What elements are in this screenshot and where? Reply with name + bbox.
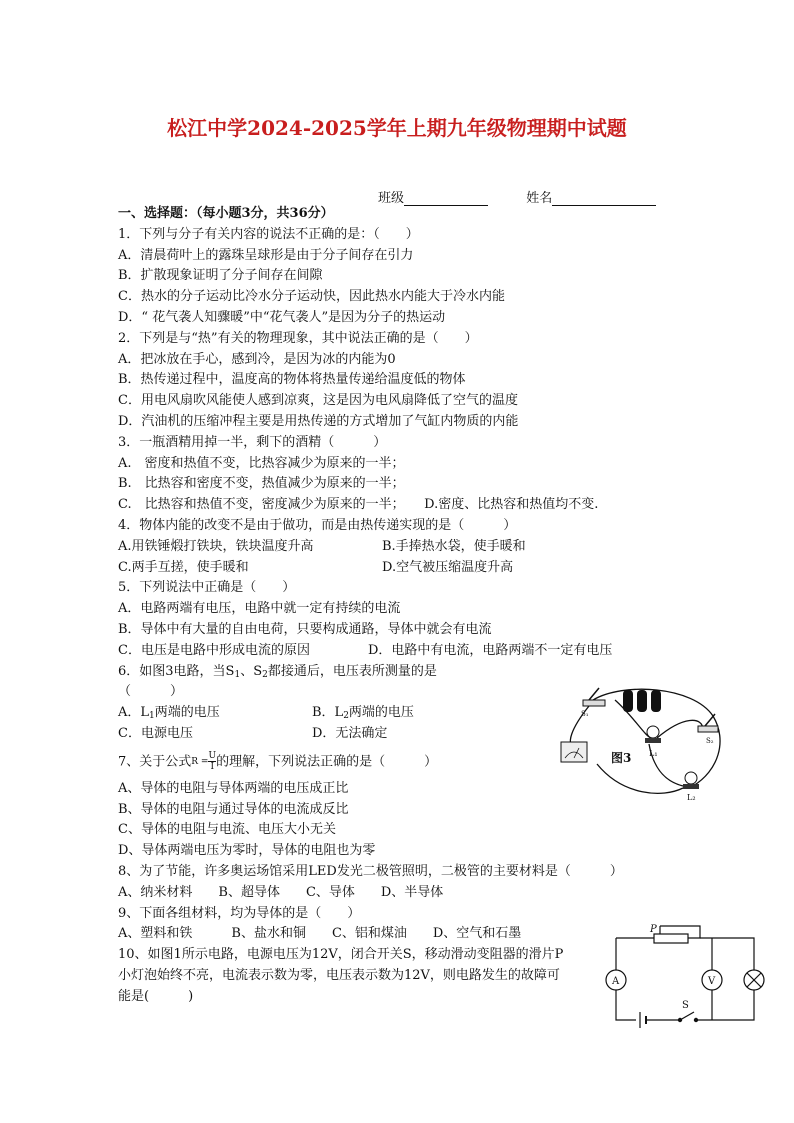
q2-option-a: A．把冰放在手心，感到冷，是因为冰的内能为0 bbox=[118, 351, 396, 367]
voltmeter-icon bbox=[561, 742, 587, 762]
svg-text:P: P bbox=[650, 924, 657, 935]
q3-stem: 3．一瓶酒精用掉一半，剩下的酒精（ ） bbox=[118, 434, 387, 450]
q3-option-b: B. 比热容和密度不变，热值减少为原来的一半； bbox=[118, 476, 405, 492]
figure-3-label: 图3 bbox=[611, 751, 632, 765]
q7-option-d: D、导体两端电压为零时，导体的电阻也为零 bbox=[118, 843, 376, 859]
q4-option-c: C.两手互搓，使手暖和 bbox=[118, 559, 249, 575]
q2-stem: 2．下列是与“热”有关的物理现象，其中说法正确的是（ ） bbox=[118, 330, 478, 346]
switch-s1-icon bbox=[581, 688, 605, 718]
lamp-l2-icon bbox=[683, 772, 699, 802]
q10-line1: 10、如图1所示电路，电源电压为12V，闭合开关S，移动滑动变阻器的滑片P bbox=[118, 947, 564, 963]
formula-lhs: R = bbox=[191, 756, 209, 767]
lamp-l1-icon bbox=[645, 726, 661, 758]
svg-text:S₁: S₁ bbox=[581, 710, 589, 718]
battery-icon bbox=[623, 690, 661, 712]
q7-stem: 7、关于公式R = $\frac{U}{I}$的理解，下列说法正确的是（ ） bbox=[118, 751, 438, 773]
section-heading: 一、选择题：（每小题3分，共36分） bbox=[118, 206, 334, 221]
q6-paren: （ ） bbox=[118, 684, 184, 700]
lamp-symbol-icon bbox=[744, 970, 764, 990]
q10-line3: 能是( ) bbox=[118, 988, 194, 1004]
q7-option-b: B、导体的电阻与通过导体的电流成反比 bbox=[118, 801, 349, 817]
q7-option-a: A、导体的电阻与导体两端的电压成正比 bbox=[118, 780, 349, 796]
q1-stem: 1．下列与分子有关内容的说法不正确的是：（ ） bbox=[118, 226, 419, 242]
name-label: 姓名 bbox=[526, 191, 553, 206]
ammeter-icon bbox=[606, 970, 626, 990]
q4-option-b: B.手捧热水袋，使手暖和 bbox=[382, 538, 526, 554]
q4-options-ab bbox=[118, 537, 658, 558]
q6-option-d: D．无法确定 bbox=[312, 725, 388, 741]
q5-stem: 5．下列说法中正确是（ ） bbox=[118, 580, 296, 596]
class-label: 班级 bbox=[378, 191, 405, 206]
q4-option-a: A.用铁锤煅打铁块，铁块温度升高 bbox=[118, 538, 314, 554]
q6-option-c: C．电源电压 bbox=[118, 725, 193, 741]
exam-content bbox=[118, 204, 658, 1007]
q1-option-b: B．扩散现象证明了分子间存在间隙 bbox=[118, 268, 323, 284]
q3-option-a: A. 密度和热值不变，比热容减少为原来的一半； bbox=[118, 455, 405, 471]
svg-text:S₂: S₂ bbox=[706, 737, 714, 745]
q5-option-b: B．导体中有大量的自由电荷，只要构成通路，导体中就会有电流 bbox=[118, 621, 492, 637]
q1-option-d: D．“ 花气袭人知骤暖”中“花气袭人”是因为分子的热运动 bbox=[118, 309, 446, 325]
q10-line2: 小灯泡始终不亮，电流表示数为零，电压表示数为12V，则电路发生的故障可 bbox=[118, 967, 560, 983]
q4-stem: 4．物体内能的改变不是由于做功，而是由热传递实现的是（ ） bbox=[118, 517, 517, 533]
q1-option-c: C．热水的分子运动比冷水分子运动快，因此热水内能大于冷水内能 bbox=[118, 289, 505, 305]
q8-options: A、纳米材料 B、超导体 C、导体 D、半导体 bbox=[118, 884, 444, 900]
q5-option-a: A．电路两端有电压，电路中就一定有持续的电流 bbox=[118, 601, 401, 617]
q8-stem: 8、为了节能，许多奥运场馆采用LED发光二极管照明，二极管的主要材料是（ ） bbox=[118, 863, 623, 879]
q2-option-b: B．热传递过程中，温度高的物体将热量传递给温度低的物体 bbox=[118, 372, 466, 388]
figure-1-schematic bbox=[600, 922, 775, 1030]
q3-option-cd: C. 比热容和热值不变，密度减少为原来的一半； D.密度、比热容和热值均不变. bbox=[118, 497, 599, 513]
voltmeter-symbol-icon bbox=[702, 970, 722, 990]
svg-text:S: S bbox=[682, 1000, 689, 1011]
svg-text:L₂: L₂ bbox=[687, 793, 696, 802]
q2-option-c: C．用电风扇吹风能使人感到凉爽，这是因为电风扇降低了空气的温度 bbox=[118, 393, 518, 409]
page-title: 松江中学2024-2025学年上期九年级物理期中试题 bbox=[167, 116, 627, 140]
q2-option-d: D．汽油机的压缩冲程主要是用热传递的方式增加了气缸内物质的内能 bbox=[118, 413, 519, 429]
q6-option-a: A．$L_1$两端的电压 bbox=[118, 705, 220, 722]
q9-options: A、塑料和铁 B、盐水和铜 C、铝和煤油 D、空气和石墨 bbox=[118, 926, 522, 942]
figure-3-circuit bbox=[553, 686, 743, 802]
svg-text:L₁: L₁ bbox=[649, 749, 658, 758]
q4-options-cd bbox=[118, 558, 658, 579]
q5-option-c: C．电压是电路中形成电流的原因 bbox=[118, 642, 310, 658]
q9-stem: 9、下面各组材料，均为导体的是（ ） bbox=[118, 905, 361, 921]
rheostat-icon bbox=[654, 934, 688, 943]
q6-option-b: B．$L_2$两端的电压 bbox=[312, 705, 414, 722]
q1-option-a: A．清晨荷叶上的露珠呈球形是由于分子间存在引力 bbox=[118, 247, 414, 263]
q5-options-cd bbox=[118, 641, 658, 662]
q5-option-d: D．电路中有电流，电路两端不一定有电压 bbox=[368, 642, 613, 658]
q7-option-c: C、导体的电阻与电流、电压大小无关 bbox=[118, 822, 336, 838]
svg-text:A: A bbox=[612, 976, 620, 987]
svg-text:V: V bbox=[708, 976, 716, 987]
q6-stem: 6．如图3电路，当$S_1$、$S_2$都接通后，电压表所测量的是 bbox=[118, 663, 437, 680]
formula-fraction: $\frac{U}{I}$ bbox=[208, 751, 217, 773]
q4-option-d: D.空气被压缩温度升高 bbox=[382, 559, 514, 575]
